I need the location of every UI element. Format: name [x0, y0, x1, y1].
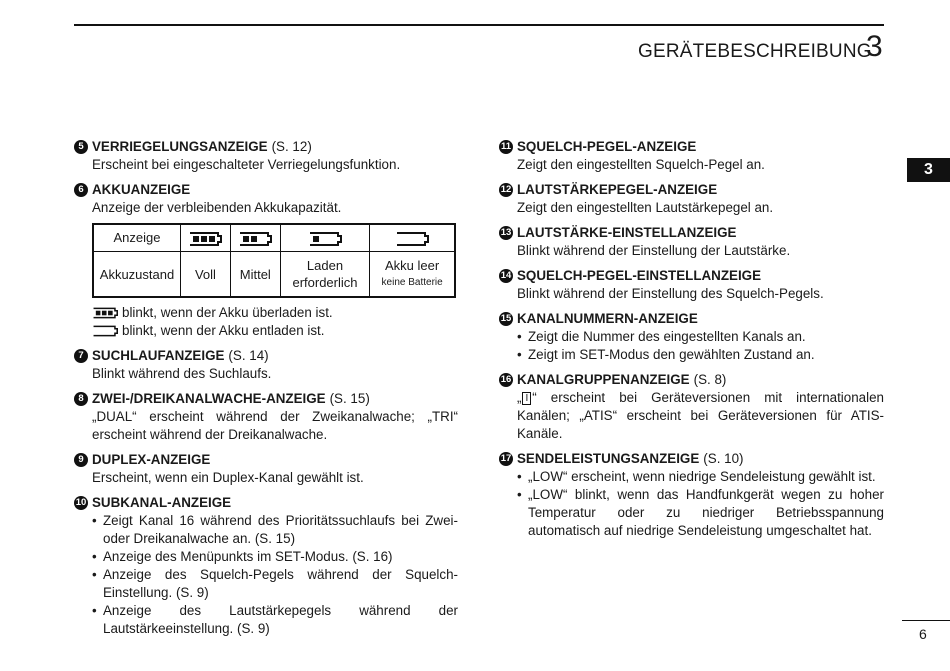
battery-empty-icon	[370, 224, 455, 252]
section-description: Zeigt den eingestellten Squelch-Pegel an.	[517, 157, 765, 172]
item-number: 8	[74, 392, 88, 406]
section-description: Zeigt den eingestellten Lautstärkepegel an.	[517, 200, 774, 215]
section-17	[499, 450, 884, 540]
section-description: „DUAL“ erscheint während der Zweikanalwache; „TRI“ erscheint während der Dreikanalwache.	[92, 409, 458, 442]
table-row-label: Anzeige	[93, 224, 181, 252]
bullet-list	[74, 512, 458, 638]
bullet-list	[499, 328, 884, 364]
battery-low-icon	[280, 224, 370, 252]
table-row-label: Akkuzustand	[93, 252, 181, 298]
item-number: 11	[500, 141, 512, 152]
note-overcharged: blinkt, wenn der Akku überladen ist.	[74, 304, 458, 322]
section-7	[74, 347, 458, 383]
battery-full-icon	[92, 307, 118, 319]
section-6	[74, 181, 458, 217]
section-14	[499, 267, 884, 303]
section-13	[499, 224, 884, 260]
channel-group-indicator: I	[522, 392, 531, 405]
item-number: 16	[500, 374, 512, 385]
battery-mid-icon	[230, 224, 280, 252]
section-description: Blinkt während der Einstellung der Lautstärke.	[517, 243, 791, 258]
section-title: KANALNUMMERN-ANZEIGE	[517, 311, 698, 326]
item-number: 15	[500, 313, 512, 324]
state-mid: Mittel	[230, 252, 280, 298]
section-title: ZWEI-/DREIKANALWACHE-ANZEIGE	[92, 391, 326, 406]
item-number: 6	[74, 183, 88, 197]
page-reference: (S. 8)	[693, 372, 727, 387]
list-item: • Zeigt im SET-Modus den gewählten Zustand an.	[517, 346, 884, 364]
section-title: LAUTSTÄRKEPEGEL-ANZEIGE	[517, 182, 718, 197]
right-column	[499, 138, 884, 547]
page-reference: (S. 10)	[703, 451, 744, 466]
list-item: • Zeigt die Nummer des eingestellten Kanals an.	[517, 328, 884, 346]
page-reference: (S. 15)	[329, 391, 370, 406]
battery-empty-icon	[92, 325, 118, 337]
list-item: • „LOW“ erscheint, wenn niedrige Sendeleistung gewählt ist.	[517, 468, 884, 486]
item-number: 9	[74, 453, 88, 467]
section-title: SUBKANAL-ANZEIGE	[92, 495, 232, 510]
bullet-list	[499, 468, 884, 540]
section-10	[74, 494, 458, 638]
list-item: • Anzeige des Menüpunkts im SET-Modus. (S. 16)	[92, 548, 458, 566]
state-charge-required: Laden erforderlich	[280, 252, 370, 298]
item-number: 7	[74, 349, 88, 363]
section-title: SQUELCH-PEGEL-ANZEIGE	[517, 139, 697, 154]
item-number: 12	[500, 184, 512, 195]
section-description: „ I “ erscheint bei Geräteversionen mit internationalen Kanälen; „ATIS“ erscheint bei Geräteversionen für ATIS-Kanäle.	[517, 390, 884, 441]
section-11	[499, 138, 884, 174]
chapter-number: 3	[866, 30, 883, 63]
section-title: LAUTSTÄRKE-EINSTELLANZEIGE	[517, 225, 737, 240]
list-item: • Anzeige des Squelch-Pegels während der Squelch-Einstellung. (S. 9)	[92, 566, 458, 602]
section-title: KANALGRUPPENANZEIGE	[517, 372, 690, 387]
footer-rule	[902, 620, 950, 621]
section-description: Blinkt während des Suchlaufs.	[92, 366, 272, 381]
section-title: VERRIEGELUNGSANZEIGE	[92, 139, 268, 154]
item-number: 5	[74, 140, 88, 154]
section-title: DUPLEX-ANZEIGE	[92, 452, 211, 467]
item-number: 14	[500, 270, 512, 281]
battery-full-icon	[181, 224, 231, 252]
chapter-tab: 3	[907, 158, 950, 182]
section-16	[499, 371, 884, 443]
section-title: SQUELCH-PEGEL-EINSTELLANZEIGE	[517, 268, 762, 283]
header-rule	[74, 24, 884, 26]
section-description: Anzeige der verbleibenden Akkukapazität.	[92, 200, 342, 215]
section-8	[74, 390, 458, 444]
page-number: 6	[919, 626, 927, 642]
left-column	[74, 138, 458, 645]
item-number: 13	[500, 227, 512, 238]
section-5	[74, 138, 458, 174]
section-title: SENDELEISTUNGSANZEIGE	[517, 451, 700, 466]
state-full: Voll	[181, 252, 231, 298]
page-reference: (S. 14)	[228, 348, 269, 363]
section-9	[74, 451, 458, 487]
note-discharged: blinkt, wenn der Akku entladen ist.	[74, 322, 458, 340]
section-description: Blinkt während der Einstellung des Squelch-Pegels.	[517, 286, 824, 301]
section-15	[499, 310, 884, 364]
list-item: • „LOW“ blinkt, wenn das Handfunkgerät wegen zu hoher Temperatur oder zu niedriger Betriebsspannung automatisch auf niedrige Sendeleistung umgeschaltet hat.	[517, 486, 884, 540]
section-12	[499, 181, 884, 217]
item-number: 17	[500, 453, 512, 464]
page-title: GERÄTEBESCHREIBUNG	[638, 41, 872, 62]
list-item: • Zeigt Kanal 16 während des Prioritätssuchlaufs bei Zwei- oder Dreikanalwache an. (S. 15)	[92, 512, 458, 548]
section-title: SUCHLAUFANZEIGE	[92, 348, 225, 363]
battery-table	[92, 223, 456, 298]
section-title: AKKUANZEIGE	[92, 182, 191, 197]
section-description: Erscheint bei eingeschalteter Verriegelungsfunktion.	[92, 157, 401, 172]
item-number: 10	[75, 497, 87, 508]
page-reference: (S. 12)	[271, 139, 312, 154]
state-empty: Akku leer keine Batterie	[370, 252, 455, 298]
section-description: Erscheint, wenn ein Duplex-Kanal gewählt ist.	[92, 470, 364, 485]
list-item: • Anzeige des Lautstärkepegels während der Lautstärkeeinstellung. (S. 9)	[92, 602, 458, 638]
